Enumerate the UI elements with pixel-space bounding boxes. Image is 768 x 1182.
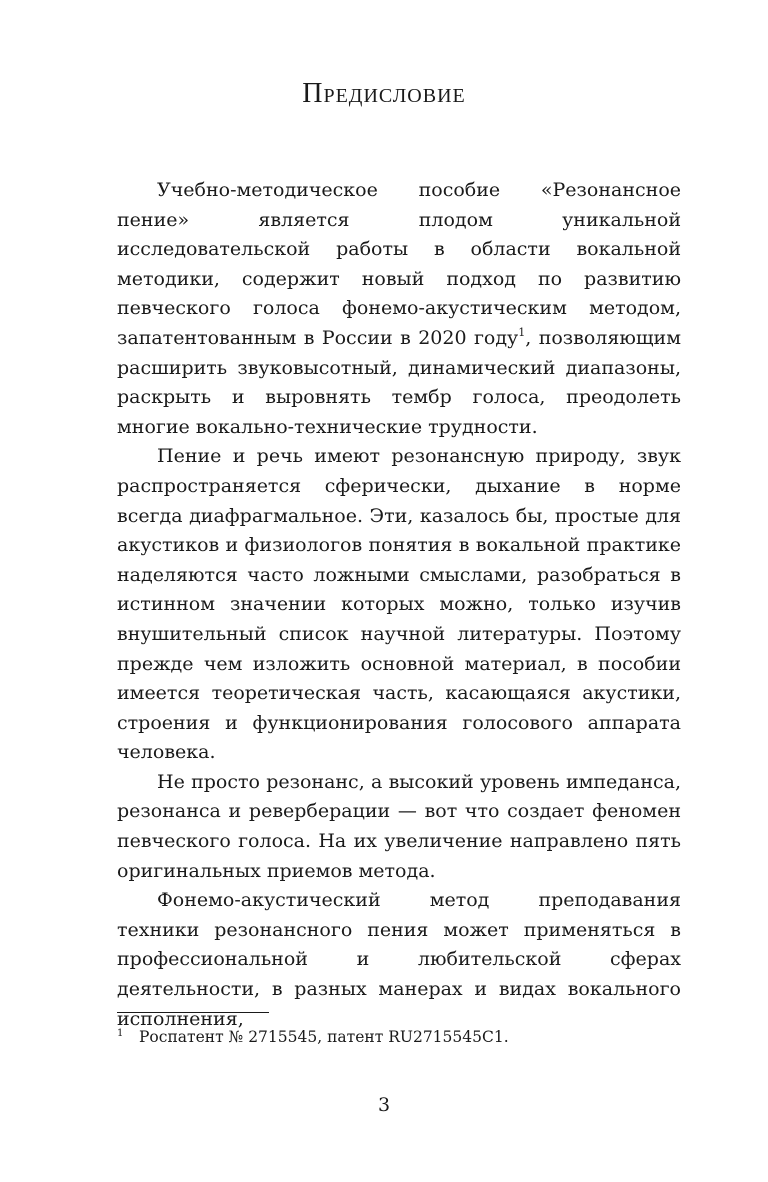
page-title: Предисловие [302, 78, 466, 109]
paragraph-1-text-start: Учебно-методическое пособие «Резонансное пение» является плодом уникальной исследовательской работы в области вокальной методики, содержит новый подход по развитию певческого голоса фонемо-акустическим методом, запатентованным в России в 2020 году [117, 179, 681, 349]
page-number: 3 [377, 1094, 391, 1116]
footnote-text: Роспатент № 2715545, патент RU2715545C1. [139, 1028, 509, 1046]
paragraph-3: Не просто резонанс, а высокий уровень импеданса, резонанса и реверберации — вот что создает феномен певческого голоса. На их увеличение направлено пять оригинальных приемов метода. [117, 770, 681, 882]
footnote-reference: 1 [518, 325, 526, 339]
footnote: 1 Роспатент № 2715545, патент RU2715545C1. [117, 1028, 509, 1046]
paragraph-2: Пение и речь имеют резонансную природу, звук распространяется сферически, дыхание в норме всегда диафрагмальное. Эти, казалось бы, простые для акустиков и физиологов понятия в вокальной практике наделяются часто ложными смыслами, разобраться в истинном значении которых можно, только изучив внушительный список научной литературы. Поэтому прежде чем изложить основной материал, в пособии имеется теоретическая часть, касающаяся акустики, строения и функционирования голосового аппарата человека. [117, 445, 681, 764]
body-text [117, 176, 681, 1034]
paragraph-1-text-end: , позволяющим расширить звуковысотный, динамический диапазоны, раскрыть и выровнять тембр голоса, преодолеть многие вокально-технические трудности. [117, 326, 681, 438]
paragraph-1 [117, 176, 681, 442]
footnote-divider [117, 1012, 269, 1013]
paragraph-4: Фонемо-акустический метод преподавания техники резонансного пения может применяться в профессиональной и любительской сферах деятельности, в разных манерах и видах вокального исполнения, [117, 889, 681, 1030]
